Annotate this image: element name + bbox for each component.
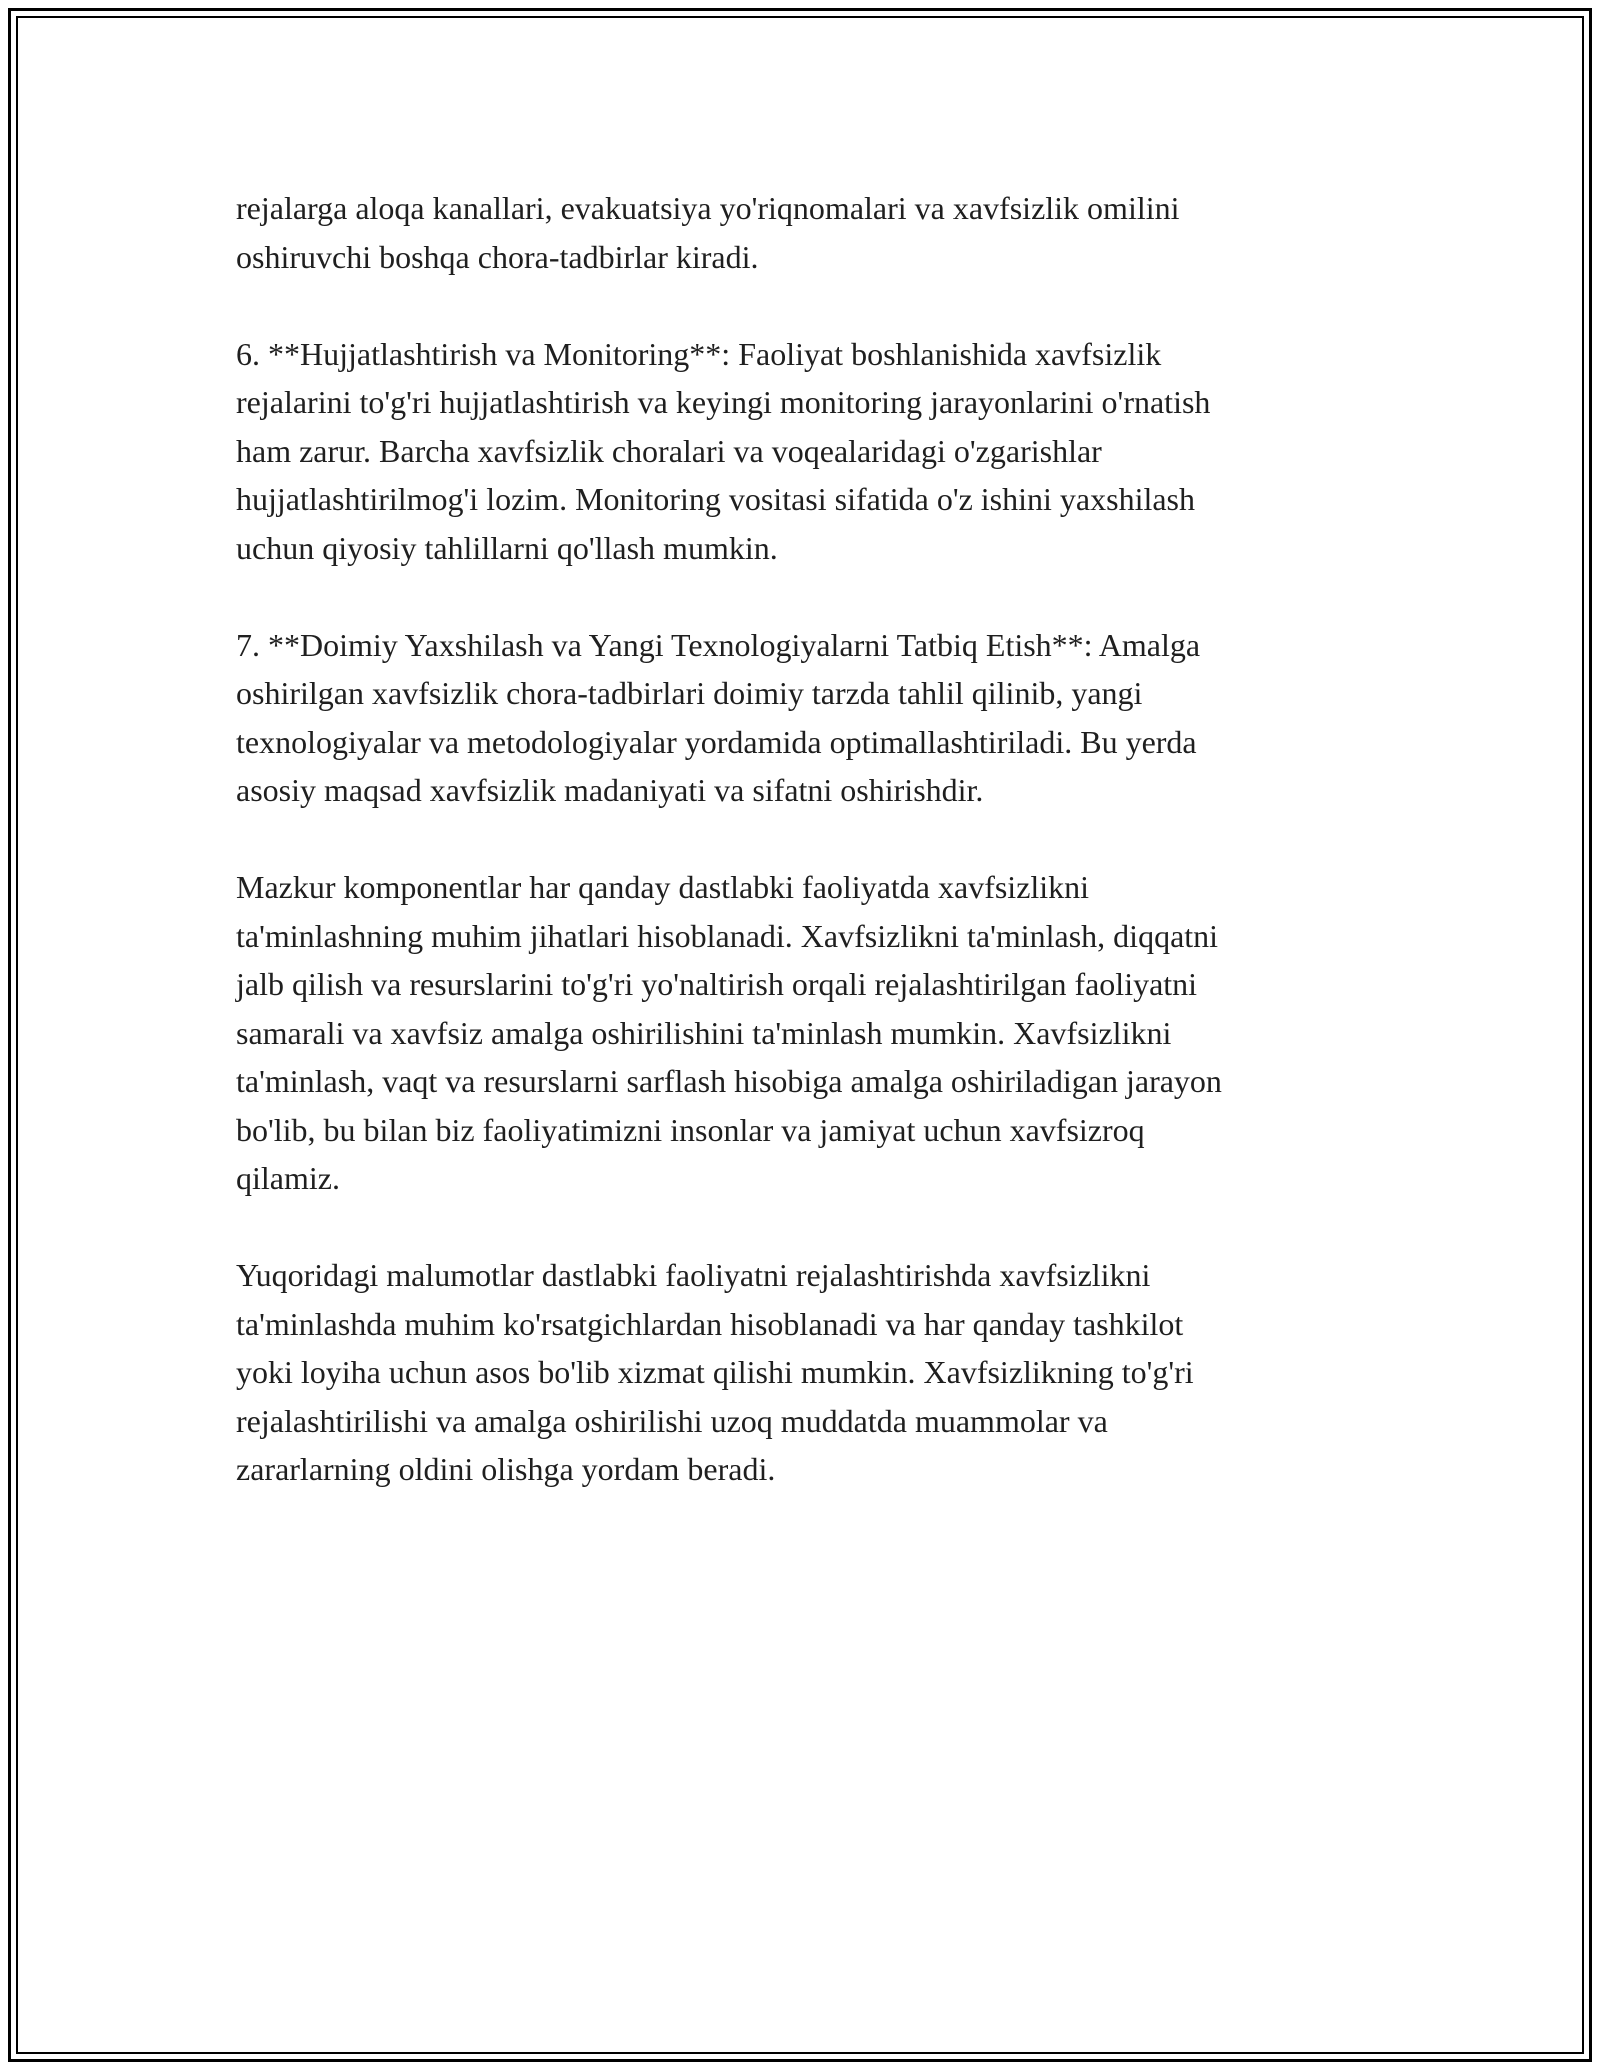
paragraph-item-6: 6. **Hujjatlashtirish va Monitoring**: Faoliyat boshlanishida xavfsizlik rejalarini to'g'ri hujjatlashtirish va keyingi monitoring jarayonlarini o'rnatish ham zarur. Barcha xavfsizlik choralari va voqealaridagi o'zgarishlar hujjatlashtirilmog'i lozim. Monitoring vositasi sifatida o'z ishini yaxshilash uchun qiyosiy tahlillarni qo'llash mumkin. <box>236 335 1211 566</box>
paragraph-item-7: 7. **Doimiy Yaxshilash va Yangi Texnologiyalarni Tatbiq Etish**: Amalga oshirilgan xavfsizlik chora-tadbirlari doimiy tarzda tahlil qilinib, yangi texnologiyalar va metodologiyalar yordamida optimallashtiriladi. Bu yerda asosiy maqsad xavfsizlik madaniyati va sifatni oshirishdir. <box>236 626 1201 808</box>
paragraph-conclusion: Yuqoridagi malumotlar dastlabki faoliyatni rejalashtirishda xavfsizlikni ta'minlashda muhim ko'rsatgichlardan hisoblanadi va har qanday tashkilot yoki loyiha uchun asos bo'lib xizmat qilishi mumkin. Xavfsizlikning to'g'ri rejalashtirilishi va amalga oshirilishi uzoq muddatda muammolar va zararlarning oldini olishga yordam beradi. <box>236 1257 1194 1487</box>
paragraph-summary: Mazkur komponentlar har qanday dastlabki faoliyatda xavfsizlikni ta'minlashning muhim jihatlari hisoblanadi. Xavfsizlikni ta'minlash, diqqatni jalb qilish va resurslarini to'g'ri yo'naltirish orqali rejalashtirilgan faoliyatni samarali va xavfsiz amalga oshirilishini ta'minlash mumkin. Xavfsizlikni ta'minlash, vaqt va resurslarni sarflash hisobiga amalga oshiriladigan jarayon bo'lib, bu bilan biz faoliyatimizni insonlar va jamiyat uchun xavfsizroq qilamiz. <box>236 869 1222 1196</box>
paragraph-continuation: rejalarga aloqa kanallari, evakuatsiya yo'riqnomalari va xavfsizlik omilini oshiruvchi boshqa chora-tadbirlar kiradi. <box>236 190 1180 275</box>
document-body <box>236 184 1376 1542</box>
